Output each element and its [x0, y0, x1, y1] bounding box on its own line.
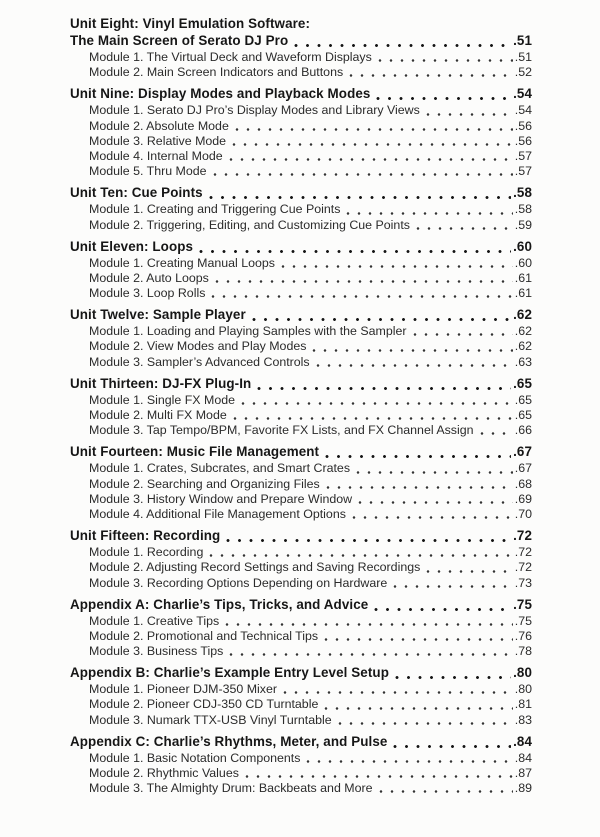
module-page-number: .56 [514, 133, 532, 148]
toc-section [70, 376, 532, 439]
module-row [89, 766, 532, 781]
module-page-number: .68 [514, 476, 532, 491]
module-page-number: .52 [514, 65, 532, 80]
module-row [89, 286, 532, 301]
unit-heading-row [70, 665, 532, 682]
module-page-number: .83 [514, 712, 532, 727]
module-label: Module 2. Triggering, Editing, and Customizing Cue Points [89, 217, 410, 232]
module-label: Module 2. Searching and Organizing Files [89, 476, 320, 491]
toc [70, 16, 532, 796]
unit-heading-label: Unit Fourteen: Music File Management [70, 444, 320, 460]
module-label: Module 3. Numark TTX-USB Vinyl Turntable [89, 712, 332, 727]
dot-leader [413, 332, 513, 337]
module-label: Module 2. Auto Loops [89, 270, 209, 285]
dot-leader [294, 43, 511, 48]
unit-page-number: .80 [513, 665, 532, 681]
unit-heading-label: Unit Twelve: Sample Player [70, 307, 246, 323]
module-page-number: .72 [514, 545, 532, 560]
module-page-number: .54 [514, 103, 532, 118]
module-label: Module 4. Internal Mode [89, 148, 223, 163]
dot-leader [281, 264, 513, 269]
module-row [89, 560, 532, 575]
module-label: Module 1. Crates, Subcrates, and Smart Crates [89, 461, 351, 476]
dot-leader [393, 584, 513, 589]
module-row [89, 545, 532, 560]
dot-leader [395, 675, 511, 680]
module-page-number: .69 [514, 491, 532, 506]
module-row [89, 682, 532, 697]
unit-heading-label: Unit Ten: Cue Points [70, 185, 203, 201]
module-row [89, 492, 532, 507]
unit-heading-label: The Main Screen of Serato DJ Pro [70, 33, 289, 48]
dot-leader [226, 538, 511, 543]
module-label: Module 1. Loading and Playing Samples with the Sampler [89, 324, 407, 339]
dot-leader [235, 127, 513, 132]
dot-leader [215, 279, 513, 284]
module-page-number: .58 [514, 202, 532, 217]
module-page-number: .56 [514, 118, 532, 133]
module-page-number: .61 [514, 270, 532, 285]
dot-leader [199, 249, 511, 254]
module-page-number: .84 [514, 750, 532, 765]
module-row [89, 50, 532, 65]
module-label: Module 3. Business Tips [89, 644, 224, 659]
module-page-number: .87 [514, 766, 532, 780]
module-page-number: .66 [514, 423, 532, 438]
unit-page-number: .58 [513, 185, 532, 201]
dot-leader [283, 690, 513, 695]
module-page-number: .61 [514, 286, 532, 301]
dot-leader [358, 500, 513, 505]
dot-leader [378, 58, 513, 63]
module-label: Module 2. Absolute Mode [89, 118, 229, 133]
dot-leader [376, 96, 511, 101]
unit-heading-row [70, 239, 532, 256]
unit-heading-row [70, 307, 532, 324]
unit-heading-row [70, 444, 532, 461]
module-row [89, 629, 532, 644]
module-label: Module 3. The Almighty Drum: Backbeats and More [89, 781, 373, 796]
module-page-number: .65 [514, 408, 532, 422]
unit-heading-label: Unit Eleven: Loops [70, 238, 194, 254]
module-row [89, 507, 532, 522]
module-page-number: .57 [514, 148, 532, 163]
toc-section [70, 665, 532, 728]
dot-leader [229, 652, 512, 657]
module-row [89, 103, 532, 118]
unit-heading-row [70, 16, 532, 33]
module-page-number: .62 [514, 324, 532, 339]
module-row [89, 324, 532, 339]
module-row [89, 256, 532, 271]
unit-page-number: .54 [513, 86, 532, 102]
dot-leader [324, 637, 513, 642]
dot-leader [356, 470, 513, 475]
unit-heading-row [70, 376, 532, 393]
module-page-number: .62 [514, 339, 532, 354]
module-label: Module 3. Loop Rolls [89, 286, 206, 301]
module-row [89, 408, 532, 423]
toc-section [70, 734, 532, 797]
module-label: Module 2. Multi FX Mode [89, 408, 227, 422]
module-row [89, 461, 532, 476]
module-row [89, 423, 532, 438]
module-page-number: .78 [514, 644, 532, 659]
module-row [89, 393, 532, 408]
module-row [89, 339, 532, 354]
unit-heading-label: Unit Nine: Display Modes and Playback Modes [70, 86, 371, 102]
module-label: Module 1. The Virtual Deck and Waveform Displays [89, 50, 372, 64]
module-label: Module 3. Recording Options Depending on Hardware [89, 575, 388, 590]
module-label: Module 3. Relative Mode [89, 133, 227, 148]
toc-section [70, 528, 532, 591]
unit-page-number: .60 [513, 238, 532, 254]
unit-page-number: .84 [513, 733, 532, 749]
dot-leader [352, 515, 513, 520]
dot-leader [346, 211, 512, 216]
dot-leader [213, 172, 513, 177]
module-page-number: .57 [514, 164, 532, 179]
module-label: Module 3. Tap Tempo/BPM, Favorite FX Lists, and FX Channel Assign [89, 423, 474, 438]
unit-heading-label: Appendix C: Charlie’s Rhythms, Meter, and Pulse [70, 733, 388, 749]
module-label: Module 2. View Modes and Play Modes [89, 339, 307, 354]
unit-heading-row [70, 185, 532, 202]
module-page-number: .75 [514, 613, 532, 628]
toc-section [70, 239, 532, 302]
module-label: Module 1. Creative Tips [89, 613, 220, 628]
module-row [89, 355, 532, 370]
toc-section [70, 16, 532, 80]
dot-leader [379, 789, 513, 794]
module-label: Module 1. Basic Notation Components [89, 750, 301, 765]
dot-leader [374, 607, 511, 612]
module-page-number: .60 [514, 255, 532, 270]
module-row [89, 65, 532, 80]
unit-heading-row [70, 528, 532, 545]
module-row [89, 218, 532, 233]
module-page-number: .80 [514, 682, 532, 697]
dot-leader [324, 706, 512, 711]
module-label: Module 2. Adjusting Record Settings and Saving Recordings [89, 560, 421, 575]
dot-leader [426, 112, 513, 117]
module-row [89, 697, 532, 712]
dot-leader [225, 622, 513, 627]
dot-leader [229, 157, 513, 162]
unit-page-number: .51 [513, 33, 532, 48]
module-page-number: .70 [514, 506, 532, 521]
module-label: Module 2. Promotional and Technical Tips [89, 628, 319, 643]
toc-section [70, 185, 532, 232]
toc-section [70, 444, 532, 522]
module-label: Module 1. Serato DJ Pro’s Display Modes and Library Views [89, 103, 420, 118]
module-label: Module 2. Main Screen Indicators and Buttons [89, 65, 344, 80]
module-row [89, 644, 532, 659]
module-page-number: .51 [514, 50, 532, 64]
module-label: Module 5. Thru Mode [89, 164, 207, 179]
dot-leader [209, 553, 512, 558]
module-page-number: .72 [514, 560, 532, 575]
module-row [89, 149, 532, 164]
unit-heading-row [70, 86, 532, 103]
dot-leader [211, 294, 512, 299]
module-page-number: .65 [514, 392, 532, 407]
module-label: Module 1. Pioneer DJM-350 Mixer [89, 682, 278, 697]
module-row [89, 477, 532, 492]
dot-leader [416, 226, 513, 231]
module-label: Module 3. Sampler’s Advanced Controls [89, 354, 310, 369]
module-page-number: .76 [514, 628, 532, 643]
module-row [89, 202, 532, 217]
module-page-number: .81 [514, 697, 532, 712]
module-page-number: .73 [514, 575, 532, 590]
dot-leader [338, 721, 513, 726]
module-row [89, 781, 532, 796]
module-label: Module 4. Additional File Management Options [89, 506, 346, 521]
toc-section [70, 307, 532, 370]
dot-leader [257, 386, 511, 391]
module-label: Module 2. Rhythmic Values [89, 766, 239, 780]
dot-leader [326, 485, 513, 490]
unit-heading-label: Unit Thirteen: DJ-FX Plug-In [70, 375, 252, 391]
dot-leader [480, 431, 513, 436]
dot-leader [426, 569, 512, 574]
dot-leader [306, 759, 512, 764]
unit-heading-row [70, 734, 532, 751]
module-page-number: .59 [514, 217, 532, 232]
unit-page-number: .75 [513, 596, 532, 612]
dot-leader [232, 142, 513, 147]
module-label: Module 1. Single FX Mode [89, 392, 236, 407]
dot-leader [245, 774, 513, 779]
dot-leader [349, 73, 513, 78]
module-row [89, 713, 532, 728]
dot-leader [393, 744, 511, 749]
module-row [89, 119, 532, 134]
module-row [89, 164, 532, 179]
module-page-number: .67 [514, 461, 532, 476]
module-label: Module 1. Creating and Triggering Cue Points [89, 202, 341, 217]
unit-page-number: .67 [513, 444, 532, 460]
dot-leader [312, 348, 512, 353]
toc-section [70, 86, 532, 179]
module-page-number: .63 [514, 354, 532, 369]
dot-leader [241, 401, 513, 406]
module-label: Module 1. Creating Manual Loops [89, 255, 275, 270]
module-row [89, 751, 532, 766]
unit-heading-label: Unit Eight: Vinyl Emulation Software: [70, 16, 311, 31]
toc-section [70, 597, 532, 660]
dot-leader [325, 454, 511, 459]
unit-heading-label: Appendix B: Charlie’s Example Entry Level Setup [70, 665, 389, 681]
unit-page-number: .72 [513, 528, 532, 544]
dot-leader [233, 416, 513, 421]
unit-heading-label: Unit Fifteen: Recording [70, 528, 221, 544]
module-row [89, 614, 532, 629]
module-row [89, 134, 532, 149]
dot-leader [209, 195, 511, 200]
module-label: Module 2. Pioneer CDJ-350 CD Turntable [89, 697, 319, 712]
unit-heading-row [70, 597, 532, 614]
dot-leader [252, 317, 511, 322]
module-page-number: .89 [514, 781, 532, 796]
dot-leader [316, 363, 513, 368]
module-label: Module 3. History Window and Prepare Window [89, 491, 353, 506]
module-label: Module 1. Recording [89, 545, 204, 560]
unit-heading-row [70, 33, 532, 50]
module-row [89, 576, 532, 591]
unit-page-number: .65 [513, 375, 532, 391]
module-row [89, 271, 532, 286]
unit-heading-label: Appendix A: Charlie’s Tips, Tricks, and Advice [70, 596, 369, 612]
unit-page-number: .62 [513, 307, 532, 323]
